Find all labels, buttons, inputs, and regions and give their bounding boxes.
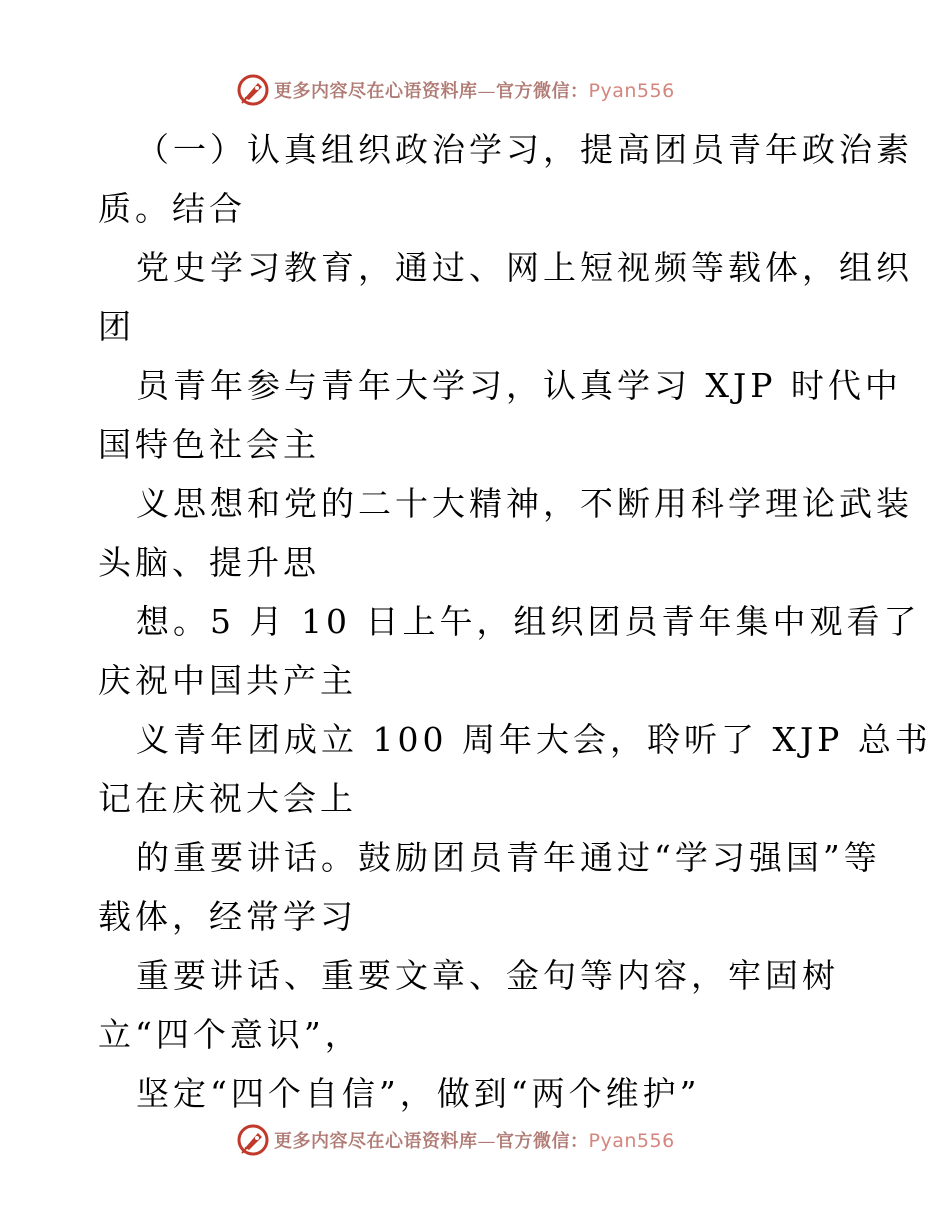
body-line: 重要讲话、重要文章、金句等内容，牢固树: [136, 956, 839, 995]
body-line: 员青年参与青年大学习，认真学习 XJP 时代中: [136, 366, 902, 405]
body-line: 质。结合: [98, 189, 246, 228]
body-line: 团: [98, 307, 135, 346]
body-line: 头脑、提升思: [98, 543, 320, 582]
body-line: 党史学习教育，通过、网上短视频等载体，组织: [136, 248, 913, 287]
watermark-official-text: 官方微信：: [496, 81, 589, 102]
watermark-separator: —: [477, 1131, 496, 1152]
body-line: 记在庆祝大会上: [98, 779, 357, 818]
watermark-official-text: 官方微信：: [496, 1131, 589, 1152]
footer-watermark: [236, 1122, 675, 1158]
body-line: 坚定“四个自信”，做到“两个维护”: [136, 1074, 701, 1113]
body-line: 载体，经常学习: [98, 897, 357, 936]
watermark-separator: —: [477, 81, 496, 102]
body-line: 庆祝中国共产主: [98, 661, 357, 700]
header-watermark: [236, 72, 675, 108]
body-line: 立“四个意识”，: [98, 1015, 362, 1054]
document-body: [98, 120, 932, 1123]
pen-nib-circle-icon: [236, 1123, 270, 1157]
watermark-account-id: Pyan556: [588, 80, 675, 102]
watermark-library-text: 更多内容尽在心语资料库: [274, 1131, 478, 1152]
body-line: 想。5 月 10 日上午，组织团员青年集中观看了: [136, 602, 921, 641]
pen-nib-circle-icon: [236, 73, 270, 107]
body-line: 义思想和党的二十大精神，不断用科学理论武装: [136, 484, 913, 523]
body-line: 义青年团成立 100 周年大会，聆听了 XJP 总书: [136, 720, 932, 759]
watermark-library-text: 更多内容尽在心语资料库: [274, 81, 478, 102]
body-line: （一）认真组织政治学习，提高团员青年政治素: [136, 130, 913, 169]
body-line: 国特色社会主: [98, 425, 320, 464]
watermark-account-id: Pyan556: [588, 1130, 675, 1152]
body-line: 的重要讲话。鼓励团员青年通过“学习强国”等: [136, 838, 881, 877]
